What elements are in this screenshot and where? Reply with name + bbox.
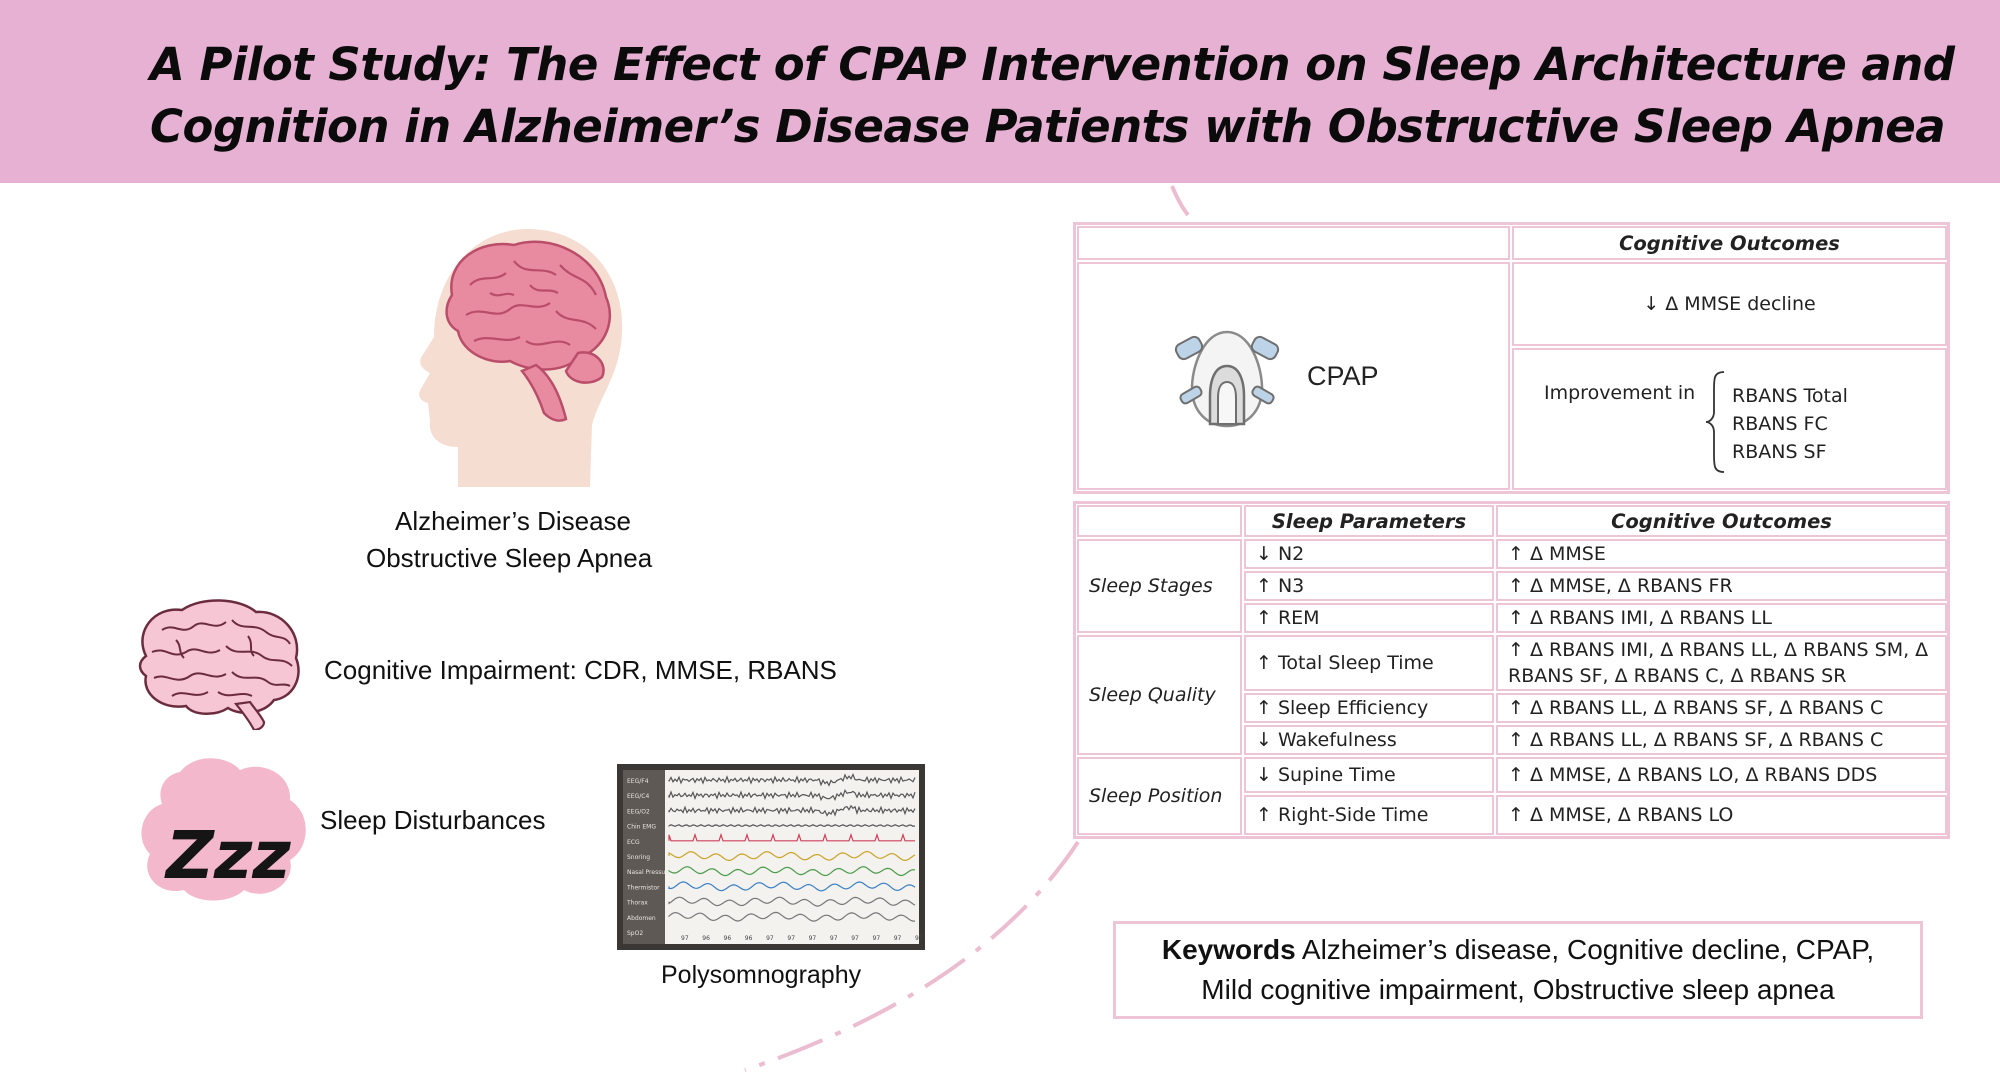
psg-spo2-value: 97 (872, 935, 881, 942)
sleep-disturbances-label: Sleep Disturbances (320, 805, 546, 835)
sleep-zzz-icon (140, 752, 310, 902)
param-cell: ↑ Total Sleep Time (1244, 635, 1494, 691)
psg-spo2-value: 97 (893, 935, 902, 942)
psg-spo2-value: 97 (808, 935, 817, 942)
header-cognitive-outcomes: Cognitive Outcomes (1496, 505, 1947, 537)
cpap-mask-icon (1174, 326, 1280, 430)
outcome-cell: ↑ Δ MMSE, Δ RBANS LO (1496, 795, 1947, 835)
title-line-1: A Pilot Study: The Effect of CPAP Intervention on Sleep Architecture and (150, 38, 1955, 91)
psg-spo2-value: 97 (787, 935, 796, 942)
psg-channel-label: Thermistor (627, 884, 660, 892)
outcome-cell: ↑ Δ RBANS LL, Δ RBANS SF, Δ RBANS C (1496, 725, 1947, 755)
cpap-table (1073, 222, 1950, 494)
psg-channel-label: EEG/F4 (627, 778, 649, 785)
keywords-text-2: Mild cognitive impairment, Obstructive sleep apnea (1201, 974, 1835, 1005)
cpap-intervention-cell (1077, 262, 1510, 490)
param-cell: ↑ Sleep Efficiency (1244, 693, 1494, 723)
polysomnography-label: Polysomnography (661, 961, 862, 989)
outcome-cell: ↑ Δ MMSE, Δ RBANS LO, Δ RBANS DDS (1496, 757, 1947, 793)
psg-channel-label: EEG/O2 (627, 808, 650, 816)
group-sleep-stages: Sleep Stages (1077, 539, 1242, 633)
psg-spo2-value: 97 (681, 935, 689, 942)
psg-spo2-value: 96 (702, 935, 710, 942)
group-sleep-position: Sleep Position (1077, 757, 1242, 835)
psg-spo2-value: 97 (915, 935, 923, 942)
psg-spo2-value: 96 (744, 935, 753, 942)
condition-osa: Obstructive Sleep Apnea (366, 543, 653, 573)
cpap-label: CPAP (1307, 361, 1379, 391)
improvement-label: Improvement in (1544, 382, 1696, 404)
outcome-cell: ↑ Δ RBANS LL, Δ RBANS SF, Δ RBANS C (1496, 693, 1947, 723)
header-sleep-parameters: Sleep Parameters (1244, 505, 1494, 537)
keywords-label: Keywords (1161, 934, 1296, 965)
zzz-text: Zzz (166, 817, 291, 894)
psg-spo2-value: 96 (723, 935, 732, 942)
polysomnography-panel (617, 764, 925, 950)
param-cell: ↑ REM (1244, 603, 1494, 633)
psg-channel-label: Chin EMG (627, 823, 656, 831)
psg-channel-label: ECG (627, 838, 640, 846)
psg-spo2-value: 97 (766, 935, 774, 942)
cpap-improvement-cell (1512, 348, 1947, 490)
improvement-item: RBANS SF (1732, 441, 1827, 463)
param-cell: ↑ Right-Side Time (1244, 795, 1494, 835)
outcome-cell: ↑ Δ RBANS IMI, Δ RBANS LL (1496, 603, 1947, 633)
cpap-mmse-outcome: ↓ Δ MMSE decline (1512, 262, 1947, 346)
psg-channel-label: SpO2 (627, 930, 644, 937)
brain-icon (132, 596, 304, 730)
outcome-cell: ↑ Δ MMSE (1496, 539, 1947, 569)
head-brain-icon (410, 225, 630, 487)
sleep-parameters-table (1073, 501, 1950, 839)
psg-channel-label: EEG/C4 (627, 793, 650, 801)
cognitive-impairment-label: Cognitive Impairment: CDR, MMSE, RBANS (324, 655, 837, 685)
psg-spo2-value: 97 (851, 935, 859, 942)
cpap-header-empty (1077, 226, 1510, 260)
title-line-2: Cognition in Alzheimer’s Disease Patients with Obstructive Sleep Apnea (150, 100, 1946, 153)
improvement-item: RBANS Total (1732, 385, 1848, 407)
condition-alzheimers: Alzheimer’s Disease (395, 506, 632, 536)
outcome-cell: ↑ Δ MMSE, Δ RBANS FR (1496, 571, 1947, 601)
keywords-text-1: Alzheimer’s disease, Cognitive decline, CPAP, (1301, 934, 1875, 965)
param-cell: ↑ N3 (1244, 571, 1494, 601)
psg-channel-label: Abdomen (627, 914, 656, 922)
keywords-box (1113, 921, 1923, 1019)
param-cell: ↓ N2 (1244, 539, 1494, 569)
psg-channel-label: Nasal Pressure (627, 869, 672, 877)
outcome-cell: ↑ Δ RBANS IMI, Δ RBANS LL, Δ RBANS SM, Δ RBANS SF, Δ RBANS C, Δ RBANS SR (1496, 635, 1947, 691)
header-empty (1077, 505, 1242, 537)
param-cell: ↓ Wakefulness (1244, 725, 1494, 755)
group-sleep-quality: Sleep Quality (1077, 635, 1242, 755)
psg-channel-label: Snoring (627, 854, 651, 861)
param-cell: ↓ Supine Time (1244, 757, 1494, 793)
improvement-list (1732, 382, 1848, 466)
brace-icon (1704, 370, 1726, 474)
cpap-header-cognitive-outcomes: Cognitive Outcomes (1512, 226, 1947, 260)
keywords-line-1 (1162, 930, 1874, 970)
psg-channel-label: Thorax (627, 899, 648, 907)
psg-spo2-value: 97 (829, 935, 838, 942)
improvement-item: RBANS FC (1732, 413, 1828, 435)
